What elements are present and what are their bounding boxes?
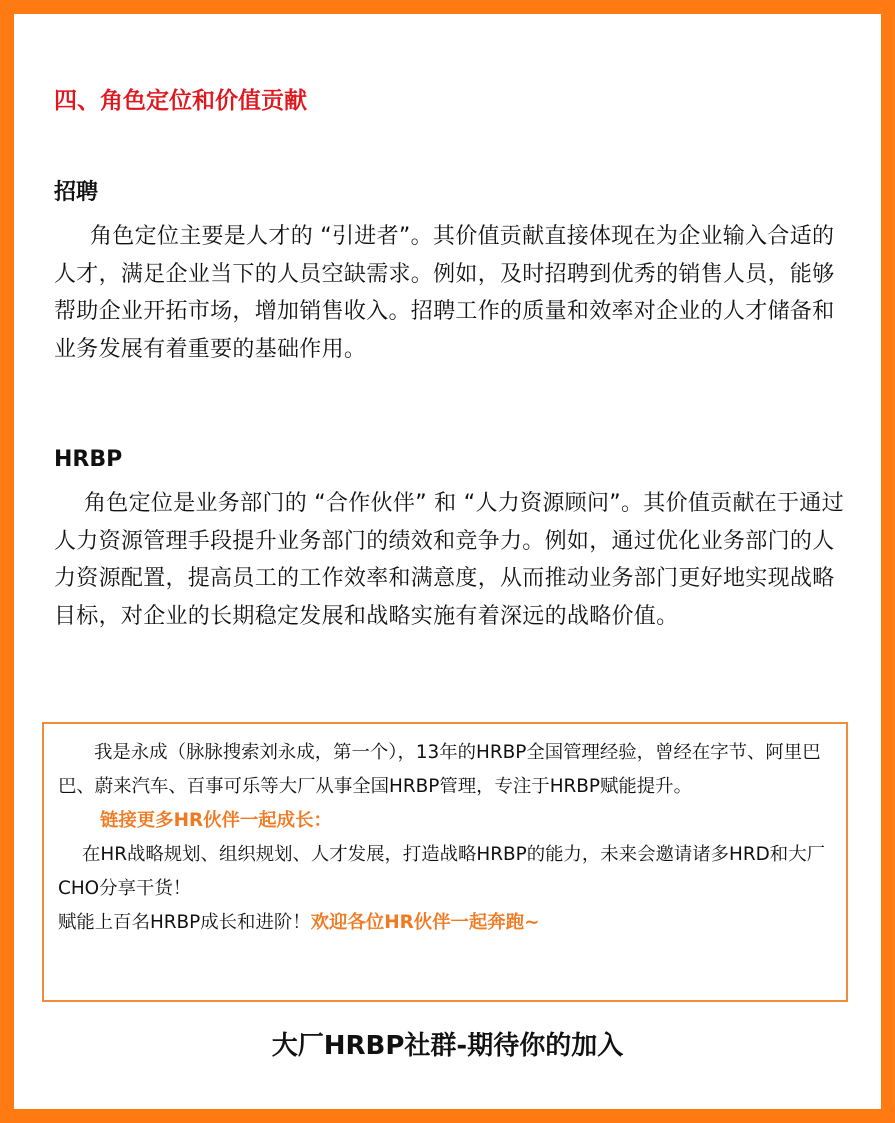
hrbp-paragraph: 角色定位是业务部门的 “合作伙伴” 和 “人力资源顾问”。其价值贡献在于通过人力资源管理手段提升业务部门的绩效和竞争力。例如，通过优化业务部门的人力资源配置，提高员工的工作效率和满意度，从而推动业务部门更好地实现战略目标，对企业的长期稳定发展和战略实施有着深远的战略价值。 — [54, 491, 844, 629]
intro-line-3-highlight: 欢迎各位HR伙伴一起奔跑~ — [310, 912, 540, 933]
footer-slogan: 大厂HRBP社群-期待你的加入 — [271, 1031, 624, 1061]
recruitment-paragraph: 角色定位主要是人才的 “引进者”。其价值贡献直接体现在为企业输入合适的人才，满足企业当下的人员空缺需求。例如，及时招聘到优秀的销售人员，能够帮助企业开拓市场，增加销售收入。招聘工作的质量和效率对企业的人才储备和业务发展有着重要的基础作用。 — [54, 224, 835, 362]
recruitment-heading: 招聘 — [54, 180, 99, 205]
intro-line-3 — [58, 906, 832, 940]
author-intro-box — [42, 722, 848, 1002]
section-title: 四、角色定位和价值贡献 — [54, 88, 307, 114]
link-heading: 链接更多HR伙伴一起成长： — [100, 810, 332, 831]
intro-line-2: 在HR战略规划、组织规划、人才发展，打造战略HRBP的能力，未来会邀请诸多HRD和大厂CHO分享干货！ — [58, 844, 825, 899]
intro-line-1: 我是永成（脉脉搜索刘永成，第一个），13年的HRBP全国管理经验，曾经在字节、阿里巴巴、蔚来汽车、百事可乐等大厂从事全国HRBP管理，专注于HRBP赋能提升。 — [58, 742, 821, 797]
hrbp-heading: HRBP — [54, 447, 123, 472]
document-page — [14, 14, 881, 1109]
intro-line-3-prefix: 赋能上百名HRBP成长和进阶！ — [58, 912, 311, 933]
